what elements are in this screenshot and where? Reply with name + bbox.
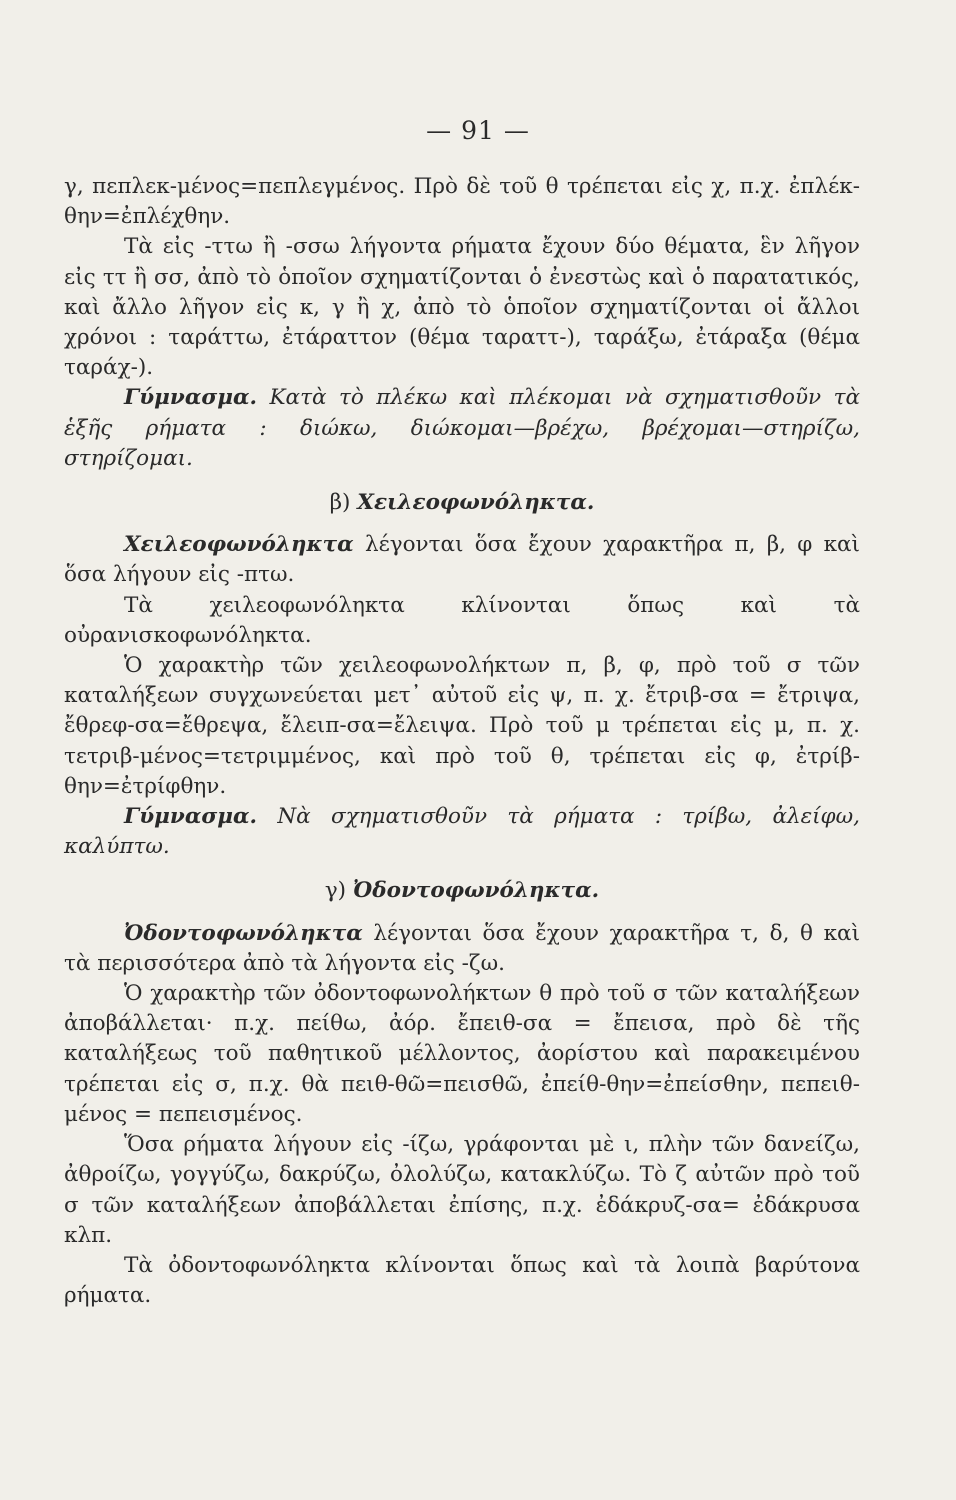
definition-paragraph (64, 530, 860, 590)
definition-text: λέγονται ὅσα ἔχουν χαρακτῆρα π, β, φ καὶ ὅσα λήγουν εἰς -πτω. (64, 532, 860, 588)
exercise-text: Κατὰ τὸ πλέκω καὶ πλέκομαι νὰ σχηματισθοῦν τὰ ἑξῆς ρήματα : διώκω, διώκομαι—βρέχω, βρέχομαι—στηρίζω, στηρίζομαι. (64, 385, 860, 471)
definition-paragraph (64, 919, 860, 979)
page-body (64, 172, 860, 1311)
paragraph: Ὅσα ρήματα λήγουν εἰς -ίζω, γράφονται μὲ ι, πλὴν τῶν δανείζω, ἀθροίζω, γογγύζω, δακρύζω, ὀλολύζω, κατακλύζω. Τὸ ζ αὐτῶν πρὸ τοῦ σ τῶν καταλήξεων ἀποβάλλεται ἐπίσης, π.χ. ἐδάκρυζ-σα= ἐδάκρυσα κλπ. (64, 1132, 860, 1248)
section-number: γ) (324, 878, 347, 904)
section-heading-b (64, 488, 860, 518)
exercise-label: Γύμνασμα. (124, 385, 257, 411)
section-heading-g (64, 876, 860, 906)
definition-term: Χειλεοφωνόληκτα (124, 532, 354, 558)
paragraph: Τὰ εἰς -ττω ἢ -σσω λήγοντα ρήματα ἔχουν δύο θέματα, ἓν λῆγον εἰς ττ ἢ σσ, ἀπὸ τὸ ὁποῖον σχηματίζονται ὁ ἐνεστὼς καὶ ὁ παρατατικός, καὶ ἄλλο λῆγον εἰς κ, γ ἢ χ, ἀπὸ τὸ ὁποῖον σχηματίζονται οἱ ἄλλοι χρόνοι : ταράττω, ἐτάραττον (θέμα ταραττ-), ταράξω, ἐτάραξα (θέμα ταράχ-). (64, 234, 860, 381)
paragraph: γ, πεπλεκ-μένος=πεπλεγμένος. Πρὸ δὲ τοῦ θ τρέπεται εἰς χ, π.χ. ἐπλέκ-θην=ἐπλέχθην. (64, 174, 860, 230)
exercise-paragraph (64, 802, 860, 862)
paragraph: Τὰ ὀδοντοφωνόληκτα κλίνονται ὅπως καὶ τὰ λοιπὰ βαρύτονα ρήματα. (64, 1252, 860, 1309)
section-title: Ὀδοντοφωνόληκτα. (352, 878, 600, 904)
paragraph: Ὁ χαρακτὴρ τῶν χειλεοφωνολήκτων π, β, φ, πρὸ τοῦ σ τῶν καταλήξεων συγχωνεύεται μετ᾿ αὐτοῦ εἰς ψ, π. χ. ἔτριβ-σα = ἔτριψα, ἔθρεφ-σα=ἔθρεψα, ἔλειπ-σα=ἔλειψα. Πρὸ τοῦ μ τρέπεται εἰς μ, π. χ. τετριβ-μένος=τετριμμένος, καὶ πρὸ τοῦ θ, τρέπεται εἰς φ, ἐτρίβ-θην=ἐτρίφθην. (64, 653, 860, 799)
paragraph: Τὰ χειλεοφωνόληκτα κλίνονται ὅπως καὶ τὰ οὐρανισκοφωνόληκτα. (64, 592, 860, 648)
exercise-label: Γύμνασμα. (124, 804, 257, 830)
section-number: β) (329, 490, 351, 516)
definition-term: Ὀδοντοφωνόληκτα (124, 920, 363, 946)
paragraph: Ὁ χαρακτὴρ τῶν ὀδοντοφωνολήκτων θ πρὸ τοῦ σ τῶν καταλήξεων ἀποβάλλεται· π.χ. πείθω, ἀόρ. ἔπειθ-σα = ἔπεισα, πρὸ δὲ τῆς καταλήξεως τοῦ παθητικοῦ μέλλοντος, ἀορίστου καὶ παρακειμένου τρέπεται εἰς σ, π.χ. θὰ πειθ-θῶ=πεισθῶ, ἐπείθ-θην=ἐπείσθην, πεπειθ-μένος = πεπεισμένος. (64, 981, 860, 1127)
section-title: Χειλεοφωνόληκτα. (357, 490, 595, 516)
exercise-paragraph (64, 383, 860, 474)
definition-text: λέγονται ὅσα ἔχουν χαρακτῆρα τ, δ, θ καὶ τὰ περισσότερα ἀπὸ τὰ λήγοντα εἰς -ζω. (64, 920, 861, 976)
page-number: — 91 — (426, 116, 530, 145)
exercise-text: Νὰ σχηματισθοῦν τὰ ρήματα : τρίβω, ἀλείφω, καλύπτω. (64, 804, 860, 860)
